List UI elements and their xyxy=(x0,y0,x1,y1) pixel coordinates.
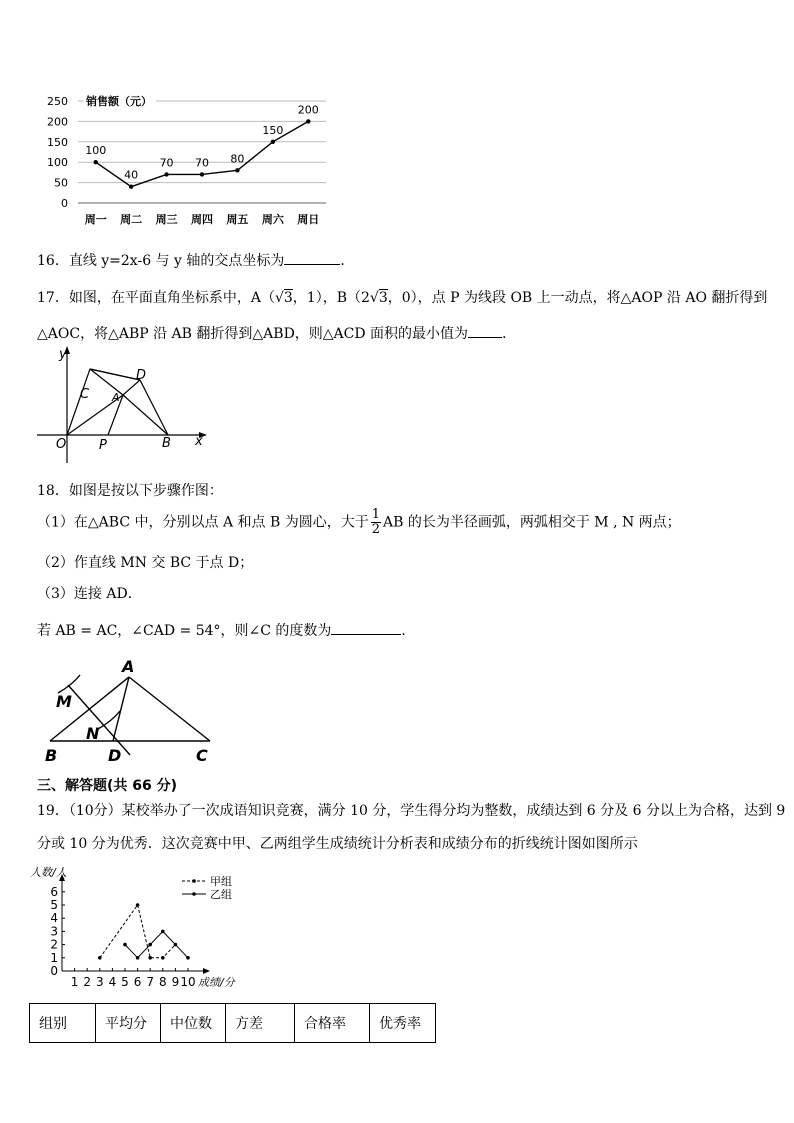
segment-ab xyxy=(123,395,168,435)
label-b: B xyxy=(162,436,171,451)
label-o: O xyxy=(56,437,67,452)
data-label: 200 xyxy=(297,103,319,117)
q18-condition xyxy=(37,620,415,640)
legend-marker xyxy=(192,892,196,896)
q18-cond-text: 若 AB = AC，∠CAD = 54°，则∠C 的度数为 xyxy=(37,623,332,639)
arc-m xyxy=(58,675,80,693)
question-17-line1 xyxy=(37,287,767,307)
q17-point-b: B（2 xyxy=(336,290,370,306)
y-tick-label: 6 xyxy=(50,884,58,899)
data-point xyxy=(161,956,165,960)
q17-end: ． xyxy=(502,326,517,342)
label-a: A xyxy=(122,657,135,676)
line-mn xyxy=(68,685,130,755)
data-point xyxy=(186,956,190,960)
question-17-line2 xyxy=(37,323,516,343)
data-point xyxy=(161,930,165,934)
x-tick-label: 周日 xyxy=(297,213,320,226)
q17-sqrt1: 3 xyxy=(283,290,293,306)
sqrt-symbol: √ xyxy=(274,290,284,306)
fraction-half xyxy=(371,508,381,537)
q18-triangle-figure xyxy=(40,655,220,770)
y-tick-label: 0 xyxy=(50,964,58,978)
label-n: N xyxy=(86,724,100,743)
q18-step1-a: （1）在△ABC 中，分别以点 A 和点 B 为圆心，大于 xyxy=(37,514,369,531)
table-header-row xyxy=(30,1004,436,1043)
label-d: D xyxy=(136,368,147,383)
x-tick-label: 8 xyxy=(158,975,167,989)
data-point xyxy=(200,172,204,176)
data-label: 100 xyxy=(85,144,107,158)
table-header-cell: 组别 xyxy=(30,1004,96,1043)
data-label: 80 xyxy=(230,152,245,166)
x-tick-label: 10 xyxy=(180,975,196,989)
q16-text: 16．直线 y=2x-6 与 y 轴的交点坐标为 xyxy=(37,253,285,269)
x-tick-label: 9 xyxy=(171,975,180,989)
x-tick-label: 周六 xyxy=(261,213,284,226)
legend-label: 甲组 xyxy=(210,875,232,888)
q17-text-b: ，1）， xyxy=(292,290,337,306)
q18-step1-b: AB 的长为半径画弧，两弧相交于 M , N 两点； xyxy=(382,514,681,531)
score-distribution-chart xyxy=(30,860,250,995)
label-c: C xyxy=(80,387,90,402)
y-tick-label: 250 xyxy=(47,95,68,108)
data-point xyxy=(164,172,168,176)
q17-coordinate-figure xyxy=(35,345,210,465)
q17-point-a: A（ xyxy=(250,290,275,306)
label-a: A xyxy=(112,391,120,404)
data-point xyxy=(148,956,152,960)
q16-answer-blank[interactable] xyxy=(284,252,340,265)
x-tick-label: 4 xyxy=(108,975,117,989)
data-point xyxy=(94,160,98,164)
label-y: y xyxy=(59,347,67,362)
q18-end: ． xyxy=(401,623,416,639)
q17-answer-blank[interactable] xyxy=(468,325,502,338)
x-axis-label: 成绩/分 xyxy=(198,976,235,989)
q17-line2: △AOC，将△ABP 沿 AB 翻折得到△ABD，则△ACD 面积的最小值为 xyxy=(37,326,469,342)
x-arrow-icon xyxy=(203,968,210,974)
y-tick-label: 1 xyxy=(50,950,58,965)
x-tick-label: 周一 xyxy=(84,213,107,226)
label-p: P xyxy=(99,438,107,453)
q18-intro: 18．如图是按以下步骤作图： xyxy=(37,483,223,499)
table-header-cell: 方差 xyxy=(226,1004,295,1043)
q18-step3: （3）连接 AD． xyxy=(37,586,142,602)
data-point xyxy=(98,956,102,960)
q18-answer-blank[interactable] xyxy=(331,622,401,635)
label-d: D xyxy=(108,746,122,765)
y-tick-label: 50 xyxy=(54,176,68,190)
data-label: 150 xyxy=(262,123,284,137)
table-header-cell: 平均分 xyxy=(96,1004,161,1043)
legend-marker xyxy=(192,879,196,883)
x-tick-label: 7 xyxy=(146,975,155,989)
segment-oc xyxy=(67,369,90,435)
data-point xyxy=(271,140,275,144)
table-header-cell: 优秀率 xyxy=(370,1004,436,1043)
data-point xyxy=(136,903,140,907)
q16-end: ． xyxy=(340,253,355,269)
data-point xyxy=(306,119,310,123)
legend-label: 乙组 xyxy=(210,888,232,901)
q18-step2: （2）作直线 MN 交 BC 于点 D； xyxy=(37,555,254,571)
y-tick-label: 100 xyxy=(47,156,68,170)
x-tick-label: 周五 xyxy=(226,213,249,226)
section-heading: 三、解答题(共 66 分) xyxy=(37,778,178,794)
y-tick-label: 4 xyxy=(50,911,58,926)
y-tick-label: 5 xyxy=(50,898,58,912)
question-16 xyxy=(37,250,354,270)
x-tick-label: 周三 xyxy=(155,213,178,226)
label-m: M xyxy=(56,692,72,711)
q18-step1 xyxy=(37,508,681,537)
q19-line1: 19．（10分）某校举办了一次成语知识竞赛，满分 10 分，学生得分均为整数，成绩达到 6 分及 6 分以上为合格，达到 9 xyxy=(37,803,786,819)
segment-db xyxy=(140,380,168,435)
table-header-cell: 中位数 xyxy=(161,1004,226,1043)
data-point xyxy=(129,184,133,188)
x-tick-label: 2 xyxy=(83,975,92,989)
series-line-yi xyxy=(125,931,188,957)
x-tick-label: 周四 xyxy=(191,213,213,226)
y-tick-label: 2 xyxy=(50,937,58,952)
x-tick-label: 1 xyxy=(70,975,79,989)
data-point xyxy=(235,168,239,172)
x-tick-label: 3 xyxy=(95,975,104,989)
segment-ad xyxy=(113,677,129,741)
data-point xyxy=(136,956,140,960)
frac-den: 2 xyxy=(371,522,380,537)
sales-line-chart xyxy=(30,90,340,235)
q17-sqrt2: 3 xyxy=(378,290,388,306)
sqrt-symbol: √ xyxy=(369,290,379,306)
data-point xyxy=(148,943,152,947)
table-header-cell: 合格率 xyxy=(295,1004,370,1043)
label-b: B xyxy=(45,746,58,765)
stats-table xyxy=(29,1003,436,1043)
x-tick-label: 周二 xyxy=(120,213,143,226)
q17-text-a: 17．如图，在平面直角坐标系中， xyxy=(37,290,251,306)
data-label: 70 xyxy=(159,156,174,170)
x-tick-label: 6 xyxy=(133,975,142,989)
q17-text-c: ，0），点 P 为线段 OB 上一动点，将△AOP 沿 AO 翻折得到 xyxy=(387,290,768,306)
segment-ac xyxy=(129,677,210,741)
y-tick-label: 150 xyxy=(47,135,68,149)
q19-line2: 分或 10 分为优秀．这次竞赛中甲、乙两组学生成绩统计分析表和成绩分布的折线统计图如图所示 xyxy=(37,836,638,852)
chart-title: 销售额（元） xyxy=(86,95,152,108)
data-point xyxy=(123,943,127,947)
data-label: 70 xyxy=(195,156,209,170)
x-tick-label: 5 xyxy=(121,975,129,989)
y-axis-label: 人数/人 xyxy=(30,866,67,879)
frac-num: 1 xyxy=(371,507,380,522)
label-c: C xyxy=(196,746,208,765)
data-label: 40 xyxy=(124,168,139,182)
label-x: x xyxy=(195,434,203,449)
y-tick-label: 3 xyxy=(50,924,58,939)
y-tick-label: 0 xyxy=(61,197,68,210)
y-tick-label: 200 xyxy=(47,115,68,129)
